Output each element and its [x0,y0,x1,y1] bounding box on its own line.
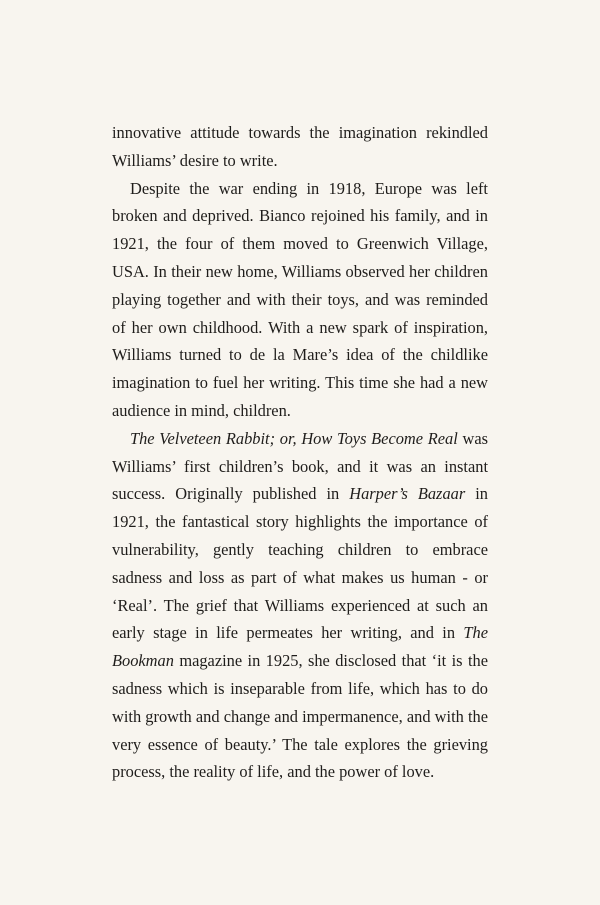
book-page-text [112,119,488,786]
paragraph-continued [112,119,488,175]
text-segment: magazine in 1925, she disclosed that ‘it is the sadness which is inseparable from life, which has to do with growth and change and impermanence, and with the very essence of beauty.’ The tale explores the grieving process, the reality of life, and the power of love. [112,651,488,782]
text-segment: innovative attitude towards the imagination rekindled Williams’ desire to write. [112,123,488,170]
text-segment: in 1921, the fantastical story highlights the importance of vulnerability, gently teaching children to embrace sadness and loss as part of what makes us human - or ‘Real’. The grief that Williams experienced at such an early stage in life permeates her writing, and in [112,484,488,643]
magazine-title-harpers-bazaar: Harper’s Bazaar [349,484,466,504]
text-segment: Despite the war ending in 1918, Europe was left broken and deprived. Bianco rejoined his family, and in 1921, the four of them moved to Greenwich Village, USA. In their new home, Williams observed her children playing together and with their toys, and was reminded of her own childhood. With a new spark of inspiration, Williams turned to de la Mare’s idea of the childlike imagination to fuel her writing. This time she had a new audience in mind, children. [112,178,488,420]
magazine-title-the-bookman: The Bookman [112,623,488,671]
paragraph-velveteen-rabbit [112,425,488,786]
book-title-velveteen-rabbit: The Velveteen Rabbit; or, How Toys Become Real [130,428,458,448]
paragraph-war-aftermath [112,175,488,425]
text-segment: was Williams’ first children’s book, and it was an instant success. Originally published in [112,428,488,504]
